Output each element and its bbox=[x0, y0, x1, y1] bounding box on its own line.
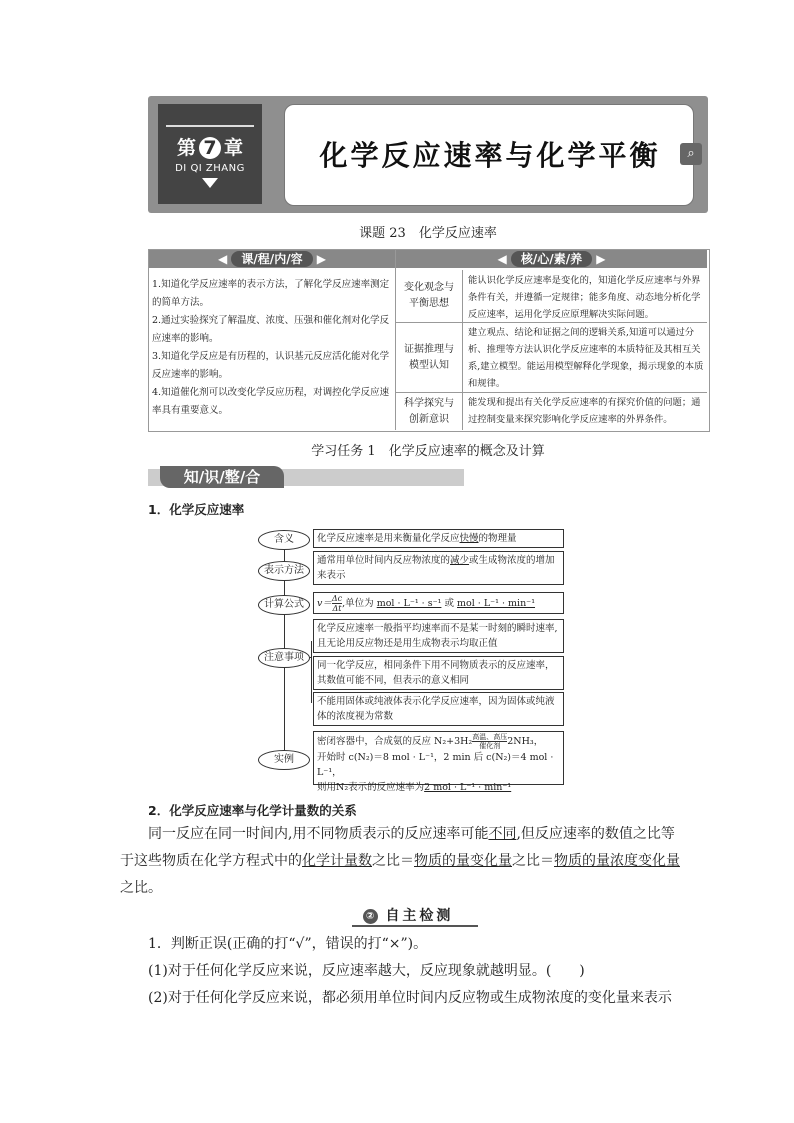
meaning-box: 化学反应速率是用来衡量化学反应快慢的物理量 bbox=[313, 529, 564, 548]
self-check-icon: ② bbox=[363, 909, 378, 924]
list-item: 2.通过实验探究了解温度、浓度、压强和催化剂对化学反应速率的影响。 bbox=[152, 315, 390, 344]
table-divider bbox=[462, 270, 463, 430]
task-title: 学习任务 1 化学反应速率的概念及计算 bbox=[311, 444, 545, 459]
example-box: 密闭容器中，合成氨的反应 N₂+3H₂ 高温、高压 催化剂 2NH₃， 开始时 c(N₂)＝8 mol · L⁻¹，2 min 后 c(N₂)＝4 mol · L⁻¹， 则用N₂表示的反应速率为2 mol · L⁻¹ · min⁻¹ bbox=[313, 731, 564, 785]
literacy-desc: 建立观点、结论和证据之间的逻辑关系,知道可以通过分析、推理等方法认识化学反应速率的本质特征及其相互关系,建立模型。能运用模型解释化学现象，揭示现象的本质和规律。 bbox=[468, 327, 704, 389]
chapter-pinyin: DI QI ZHANG bbox=[175, 163, 245, 174]
curriculum-list bbox=[149, 270, 395, 426]
chapter-title: 化学反应速率与化学平衡 bbox=[319, 139, 661, 172]
self-check-heading: ② 自主检测 bbox=[338, 905, 478, 927]
question: (1)对于任何化学反应来说，反应速率越大，反应现象就越明显。( ) bbox=[148, 963, 585, 979]
table-header-left: ◀ 课/程/内/容 ▶ bbox=[149, 250, 395, 268]
lesson-title: 课题 23 化学反应速率 bbox=[359, 226, 497, 241]
map-connector bbox=[311, 641, 312, 703]
node-example: 实例 bbox=[258, 750, 310, 770]
list-item: 3.知道化学反应是有历程的，认识基元反应活化能对化学反应速率的影响。 bbox=[152, 351, 390, 380]
question: (2)对于任何化学反应来说，都必须用单位时间内反应物或生成物浓度的变化量来表示 bbox=[148, 990, 672, 1006]
note-box: 化学反应速率一般指平均速率而不是某一时刻的瞬时速率,且无论用反应物还是用生成物表示均取正值 bbox=[313, 619, 564, 653]
chapter-number: 第 7 章 bbox=[176, 137, 244, 159]
node-representation: 表示方法 bbox=[258, 561, 310, 581]
knowledge-tab: 知/识/整/合 bbox=[160, 466, 284, 488]
read-icon: ⌕ bbox=[680, 143, 702, 165]
note-box: 不能用固体或纯液体表示化学反应速率，因为固体或纯液体的浓度视为常数 bbox=[313, 692, 564, 726]
representation-box: 通常用单位时间内反应物浓度的减少或生成物浓度的增加来表示 bbox=[313, 551, 564, 585]
table-header-right: ◀ 核/心/素/养 ▶ bbox=[396, 250, 707, 268]
relation-paragraph: 同一反应在同一时间内,用不同物质表示的反应速率可能不同,但反应速率的数值之比等于这些物质在化学方程式中的化学计量数之比＝物质的量变化量之比＝物质的量浓度变化量之比。 bbox=[120, 826, 680, 896]
list-item: 4.知道催化剂可以改变化学反应历程，对调控化学反应速率具有重要意义。 bbox=[152, 387, 390, 416]
table-divider bbox=[396, 392, 707, 393]
literacy-desc: 能发现和提出有关化学反应速率的有探究价值的问题；通过控制变量来探究影响化学反应速率的外界条件。 bbox=[468, 397, 701, 425]
section-heading: 2．化学反应速率与化学计量数的关系 bbox=[148, 803, 357, 818]
question: 1．判断正误(正确的打“√”，错误的打“×”)。 bbox=[148, 936, 428, 952]
badge-divider bbox=[166, 125, 254, 127]
literacy-desc: 能认识化学反应速率是变化的，知道化学反应速率与外界条件有关，并遵循一定规律；能多角度、动态地分析化学反应速率，运用化学反应原理解决实际问题。 bbox=[468, 275, 701, 320]
node-meaning: 含义 bbox=[258, 530, 310, 550]
down-triangle-icon bbox=[202, 178, 218, 188]
section-heading: 1．化学反应速率 bbox=[148, 502, 245, 517]
literacy-label: 证据推理与 模型认知 bbox=[404, 344, 454, 371]
node-notes: 注意事项 bbox=[258, 648, 310, 668]
list-item: 1.知道化学反应速率的表示方法，了解化学反应速率测定的简单方法。 bbox=[152, 279, 390, 308]
formula-box: v＝ $\frac{\Delta c}{\Delta t}$ ,单位为 mol · L⁻¹ · s⁻¹ 或 mol · L⁻¹ · min⁻¹ bbox=[313, 592, 564, 614]
note-box: 同一化学反应，相同条件下用不同物质表示的反应速率，其数值可能不同，但表示的意义相同 bbox=[313, 656, 564, 690]
literacy-label: 变化观念与 平衡思想 bbox=[404, 282, 454, 309]
literacy-label: 科学探究与 创新意识 bbox=[404, 398, 454, 425]
node-formula: 计算公式 bbox=[258, 595, 310, 615]
